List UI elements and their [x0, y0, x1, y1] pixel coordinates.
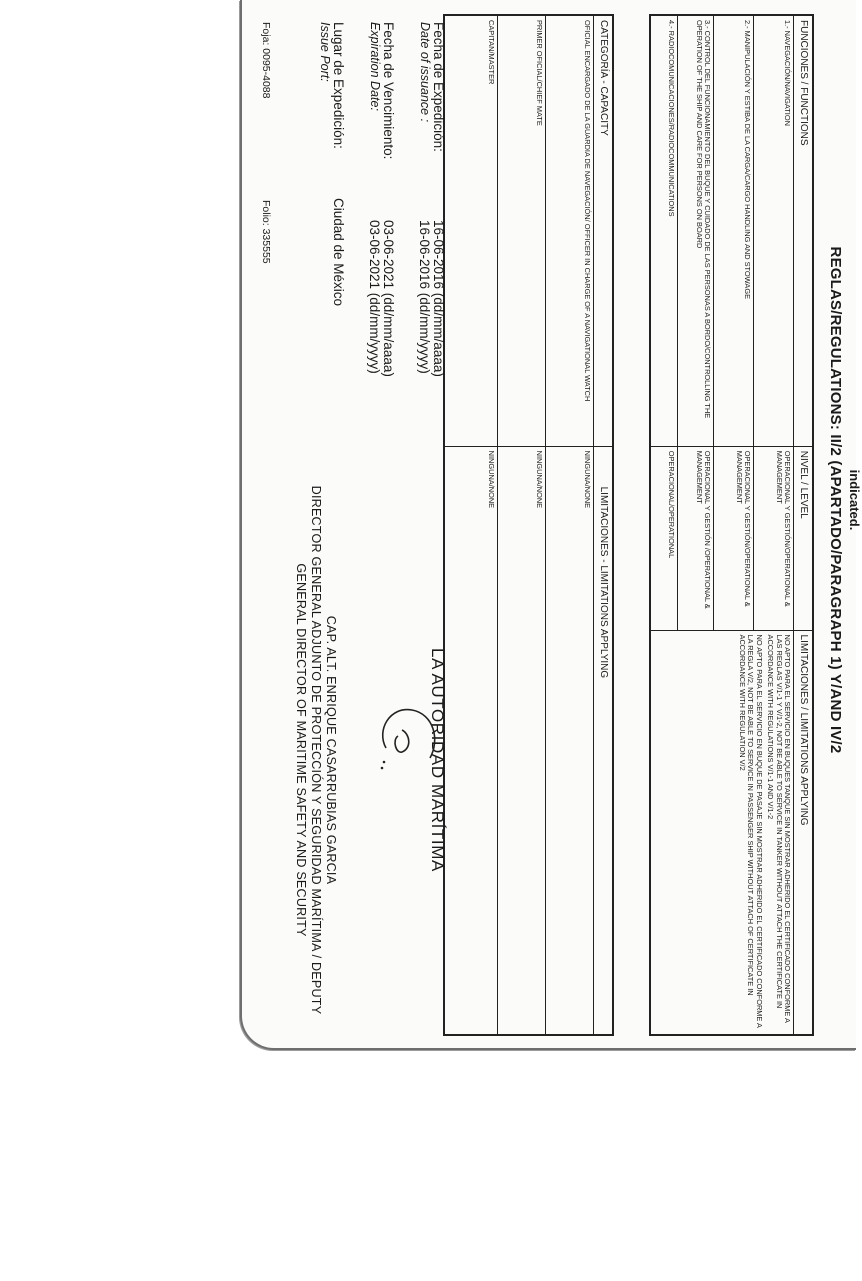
- table-row: [546, 15, 594, 1035]
- foja-text: Foja: 0095-4088: [260, 22, 272, 99]
- capacity-cell: PRIMER OFICIAL/CHIEF MATE: [498, 15, 546, 446]
- level-cell: OPERACIONAL/OPERATIONAL: [650, 446, 678, 630]
- function-cell: 1.- NAVEGACIÓN/NAVIGATION: [754, 15, 794, 446]
- issuance-label: Fecha de Expedición:: [431, 22, 446, 152]
- director-position-en: GENERAL DIRECTOR OF MARITIME SAFETY AND SECURITY: [294, 563, 309, 937]
- authority-title: LA AUTORIDAD MARÍTIMA: [428, 648, 447, 872]
- table-row: [444, 15, 498, 1035]
- level-cell: OPERACIONAL Y GESTIÓN /OPERATIONAL & MANAGEMENT: [678, 446, 714, 630]
- issuance-date-row: [396, 22, 446, 422]
- level-column-header: NIVEL / LEVEL: [794, 446, 813, 630]
- folio-text: Folio: 335555: [260, 200, 272, 264]
- issue-place-label: Lugar de Expedición:: [331, 22, 346, 149]
- expiration-label-en: Expiration Date:: [368, 22, 382, 111]
- issuance-value-en: 16-06-2016 (dd/mm/yyyy): [417, 220, 432, 374]
- director-name: CAP. ALT. ENRIQUE CASARRUBIAS GARCIA: [324, 615, 338, 885]
- function-cell: 3.- CONTROL DEL FUNCIONAMIENTO DEL BUQUE Y CUIDADO DE LAS PERSONAS A BORDO/CONTROLLING THE OPERATION OF THE SHIP AND CARE FOR PERSONS ON BOARD: [678, 15, 714, 446]
- limitation-text-1: NO APTO PARA EL SERVICIO EN BUQUES TANQUE SIN MOSTRAR ADHERIDO EL CERTIFICADO CONFORME A LAS REGLAS V/1-1 Y V/1-2, NOT BE ABLE TO SERVICE IN TANKER WITHOUT ATTACH THE CERTIFICATE IN ACCORDANCE WITH REGULATIONS V/1-1 AND V/1-2: [766, 634, 793, 1023]
- limitation-text-2: NO APTO PARA EL SERVICIO EN BUQUE DE PASAJE SIN MOSTRAR ADHERIDO EL CERTIFICADO CONFORME A LA REGLA V/2, NOT BE ABLE TO SERVICE IN PASSENGER SHIP WITHOUT ATTACH OF CERTIFICATE IN ACCORDANCE WITH REGULATION V/2: [737, 634, 764, 1028]
- capacity-limitation-cell: NINGUNA/NONE: [498, 446, 546, 1035]
- capacity-column-header: CATEGORÍA - CAPACITY: [594, 15, 613, 446]
- function-cell: 2.- MANIPULACIÓN Y ESTIBA DE LA CARGA/CARGO HANDLING AND STOWAGE: [714, 15, 754, 446]
- capacity-limitation-cell: NINGUNA/NONE: [444, 446, 498, 1035]
- issuance-value: 16-06-2016 (dd/mm/aaaa): [431, 220, 446, 377]
- functions-header-row: [794, 15, 813, 1035]
- issuance-label-en: Date of issuance :: [418, 22, 432, 123]
- capacity-cell: CAPITAN/MASTER: [444, 15, 498, 446]
- director-block: [293, 450, 338, 1050]
- function-cell: 4.- RADIOCOMUNICACIONES/RADIOCOMMUNICATIONS: [650, 15, 678, 446]
- issue-place-value: Ciudad de México: [331, 198, 346, 307]
- expiration-date-row: [346, 22, 396, 422]
- expiration-value: 03-06-2021 (dd/mm/aaaa): [381, 220, 396, 377]
- issue-place-label-en: Issue Port:: [318, 22, 332, 82]
- issue-place-row: [296, 22, 346, 422]
- capacity-limitations-column-header: LIMITACIONES - LIMITATIONS APPLYING: [594, 446, 613, 1035]
- table-row: [498, 15, 546, 1035]
- level-cell: OPERACIONAL Y GESTIÓN/OPERATIONAL & MANAGEMENT: [714, 446, 754, 630]
- capacity-header-row: [594, 15, 613, 1035]
- expiration-value-en: 03-06-2021 (dd/mm/yyyy): [367, 220, 382, 374]
- rotated-certificate-page: [254, 0, 862, 1040]
- regulations-title: REGLAS/REGULATIONS: II/2 (APARTADO/PARAGRAPH 1) Y/AND IV/2: [827, 246, 844, 754]
- functions-column-header: FUNCIONES / FUNCTIONS: [794, 15, 813, 446]
- expiration-label: Fecha de Vencimiento:: [381, 22, 396, 160]
- limitations-cell: [650, 630, 794, 1035]
- level-cell: OPERACIONAL Y GESTIÓN/OPERATIONAL & MANAGEMENT: [754, 446, 794, 630]
- functions-table: [649, 14, 814, 1036]
- signature-mark: [372, 700, 442, 780]
- table-row: [754, 15, 794, 1035]
- dates-block: [296, 22, 446, 422]
- capacity-table: [443, 14, 614, 1036]
- partial-top-line: indicated.: [847, 469, 862, 531]
- capacity-limitation-cell: NINGUNA/NONE: [546, 446, 594, 1035]
- director-position: DIRECTOR GENERAL ADJUNTO DE PROTECCIÓN Y SEGURIDAD MARÍTIMA / DEPUTY: [309, 485, 324, 1015]
- capacity-cell: OFICIAL ENCARGADO DE LA GUARDIA DE NAVEGACIÓN/ OFFICER IN CHARGE OF A NAVIGATIONAL WATCH: [546, 15, 594, 446]
- limitations-column-header: LIMITACIONES / LIMITATIONS APPLYING: [794, 630, 813, 1035]
